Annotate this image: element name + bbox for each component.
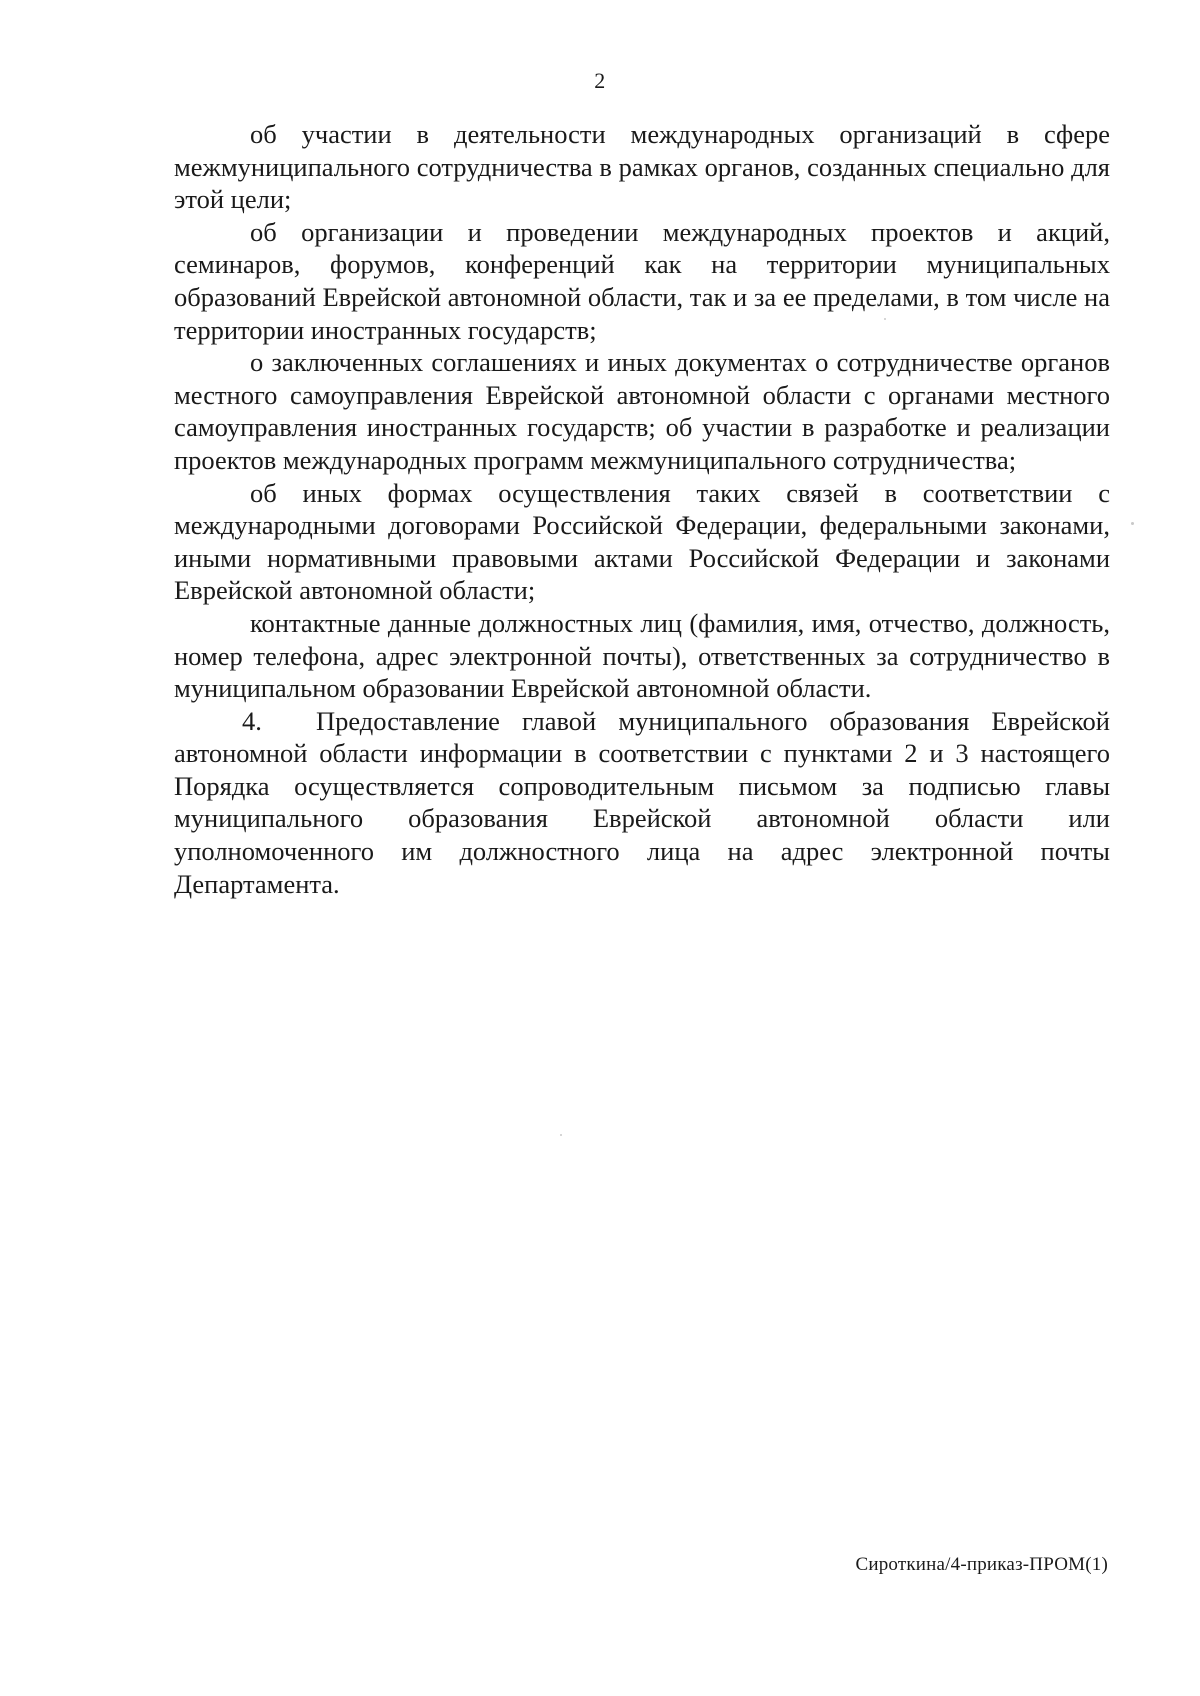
numbered-item-4	[174, 705, 1110, 901]
item-number: 4.	[242, 705, 262, 736]
scan-speck	[884, 318, 886, 320]
page-number: 2	[594, 68, 606, 93]
document-body	[174, 118, 1110, 900]
paragraph-international-organizations: об участии в деятельности международных организаций в сфере межмуниципального сотрудничества в рамках органов, созданных специально для этой цели;	[174, 119, 1110, 215]
paragraph-agreements: о заключенных соглашениях и иных документах о сотрудничестве органов местного самоуправления Еврейской автономной области с органами местного самоуправления иностранных государств; об участии в разработке и реализации проектов международных программ межмуниципального сотрудничества;	[174, 347, 1110, 475]
paragraph-international-projects: об организации и проведении международных проектов и акций, семинаров, форумов, конференций как на территории муниципальных образований Еврейской автономной области, так и за ее пределами, в том числе на территории иностранных государств;	[174, 216, 1110, 345]
scan-speck	[1131, 522, 1134, 525]
document-footer-code: Сироткина/4-приказ-ПРОМ(1)	[855, 1554, 1108, 1575]
paragraph-other-forms: об иных формах осуществления таких связей в соответствии с международными договорами Российской Федерации, федеральными законами, иными нормативными правовыми актами Российской Федерации и законами Еврейской автономной области;	[174, 477, 1110, 606]
paragraph-contact-data: контактные данные должностных лиц (фамилия, имя, отчество, должность, номер телефона, адрес электронной почты), ответственных за сотрудничество в муниципальном образовании Еврейской автономной области.	[174, 607, 1110, 704]
scan-speck	[560, 1134, 562, 1136]
item-text: Предоставление главой муниципального образования Еврейской автономной области информации в соответствии с пунктами 2 и 3 настоящего Порядка осуществляется сопроводительным письмом за подписью главы муниципального образования Еврейской автономной области или уполномоченного им должностного лица на адрес электронной почты Департамента.	[174, 705, 1110, 899]
